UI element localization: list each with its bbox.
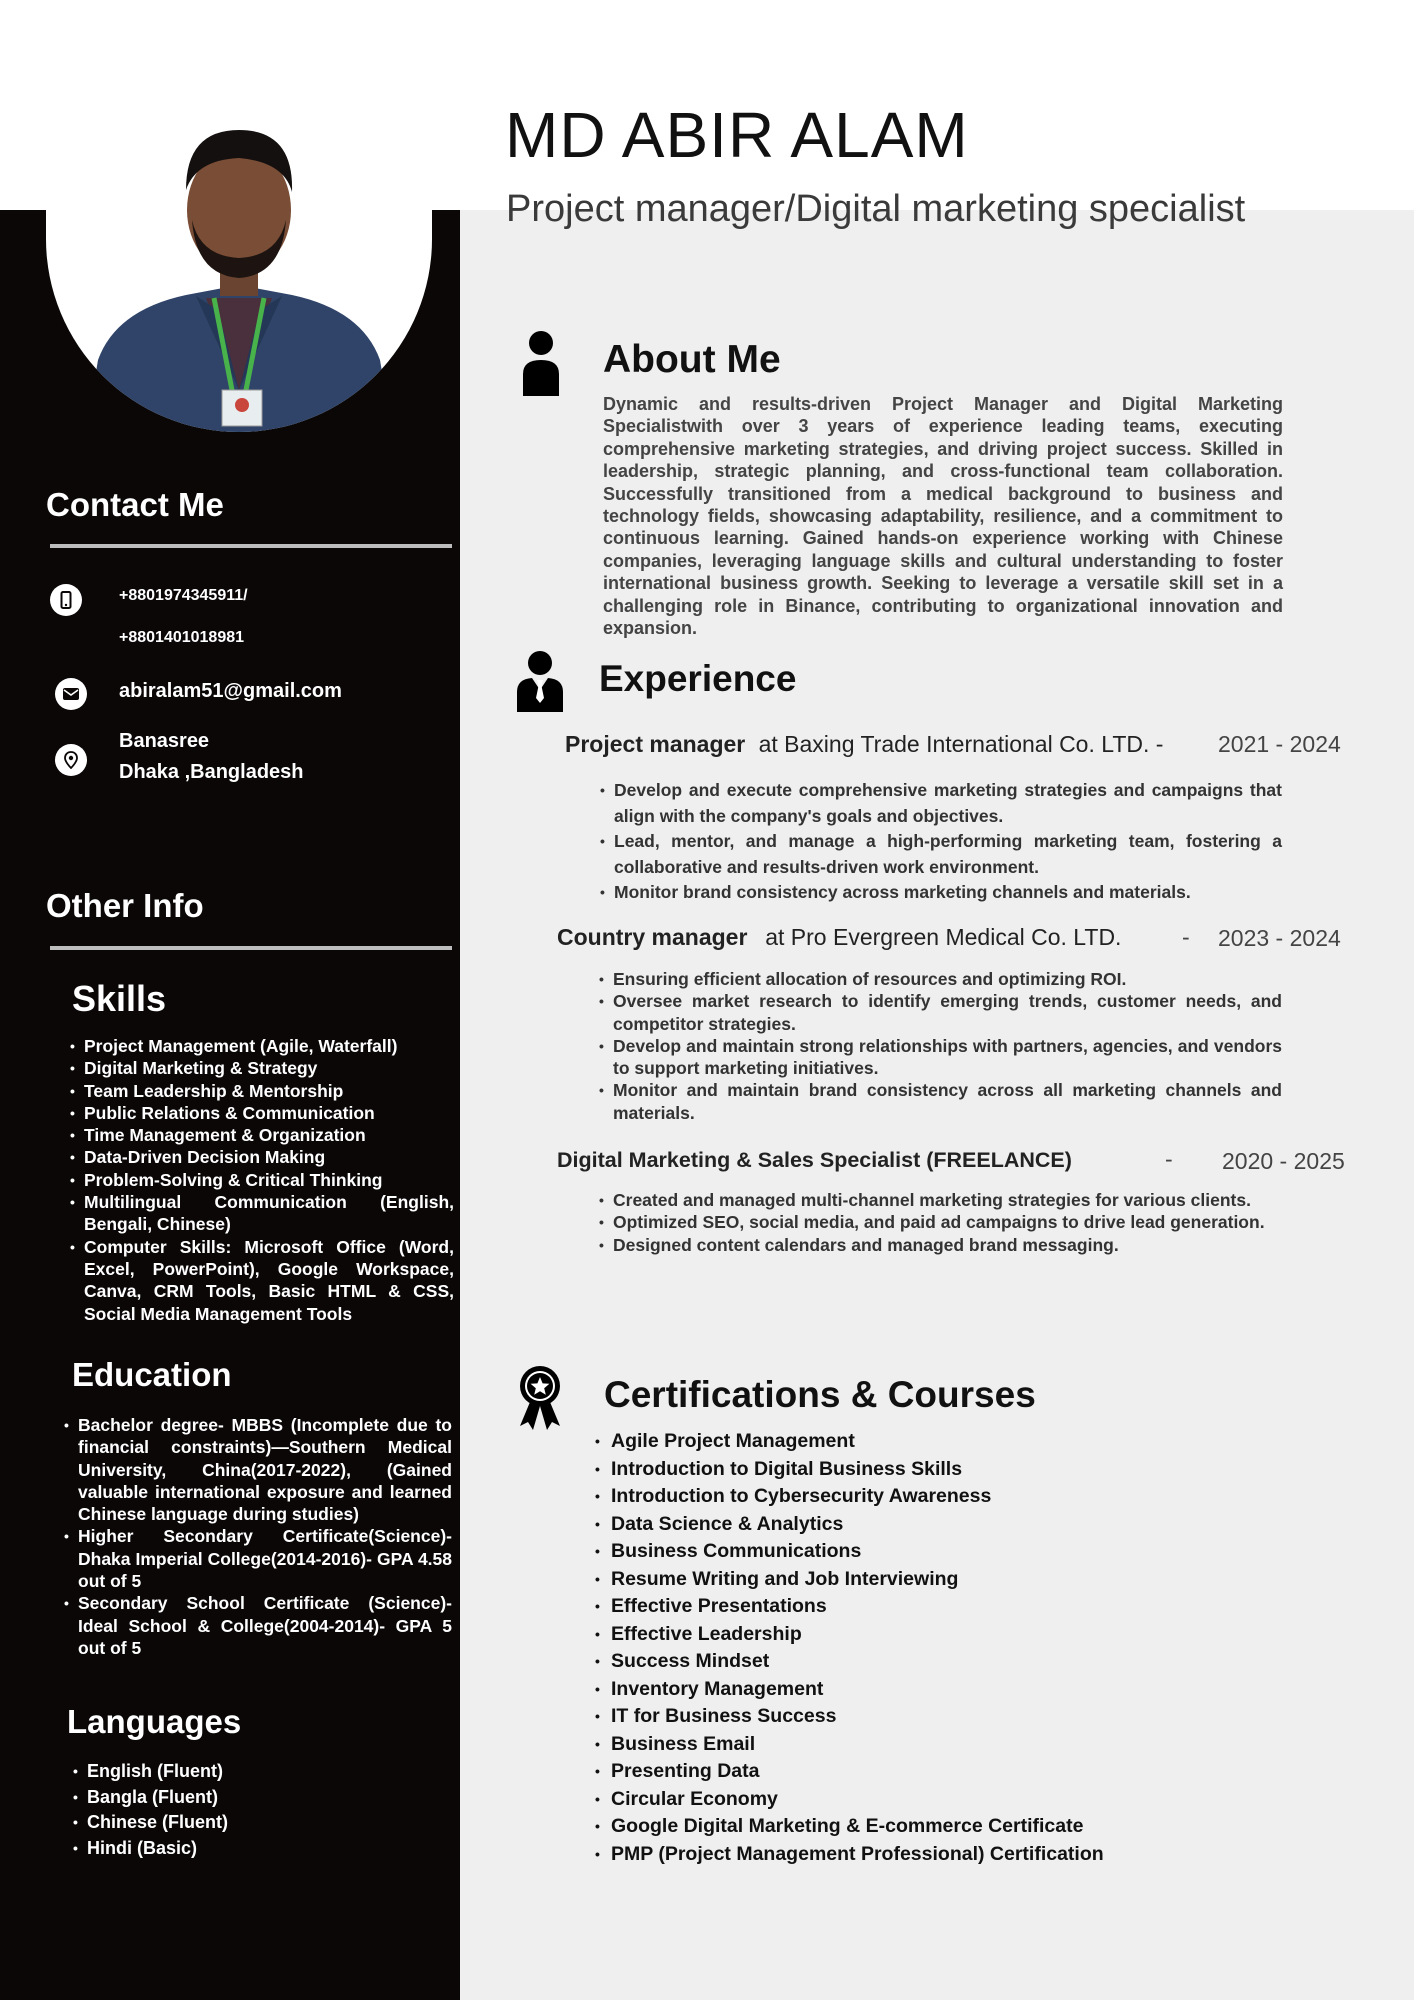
list-item: • Public Relations & Communication: [70, 1102, 454, 1124]
education-heading: Education: [72, 1356, 232, 1393]
list-item: • Google Digital Marketing & E-commerce Certificate: [595, 1813, 1104, 1841]
job-header: [557, 1148, 1072, 1173]
about-text: Dynamic and results-driven Project Manager and Digital Marketing Specialistwith over 3 years of experience leading teams, executing comprehensive marketing strategies, and driving project success. Skilled in leadership, strategic planning, and cross-functional team collaboration. Successfully transitioned from a medical background to business and technology fields, showcasing adaptability, resilience, and a commitment to continuous learning. Gained hands-on experience working with Chinese companies, leveraging language skills and cultural understanding to foster international business growth. Seeking to leverage a versatile skill set in a challenging role in Binance, contributing to organizational innovation and expansion.: [603, 394, 1283, 639]
list-item: • Multilingual Communication (English, Bengali, Chinese): [70, 1191, 454, 1236]
list-item: • Develop and execute comprehensive marketing strategies and campaigns that align with the company's goals and objectives.: [600, 778, 1282, 829]
list-item: • Resume Writing and Job Interviewing: [595, 1566, 1104, 1594]
person-icon: [521, 330, 561, 401]
list-item: • Success Mindset: [595, 1648, 1104, 1676]
job-title: Project manager: [565, 731, 746, 757]
list-item: • English (Fluent): [73, 1759, 373, 1785]
list-item: • Oversee market research to identify emerging trends, customer needs, and competitor strategies.: [599, 990, 1282, 1035]
list-item: • Computer Skills: Microsoft Office (Word, Excel, PowerPoint), Google Workspace, Canva, CRM Tools, Basic HTML & CSS, Social Media Management Tools: [70, 1236, 454, 1325]
other-info-heading: Other Info: [46, 887, 204, 924]
list-item: • Inventory Management: [595, 1676, 1104, 1704]
job-bullets: [599, 1189, 1282, 1256]
list-item: • Data Science & Analytics: [595, 1511, 1104, 1539]
job-dates: 2020 - 2025: [1222, 1148, 1345, 1174]
list-item: • Optimized SEO, social media, and paid ad campaigns to drive lead generation.: [599, 1211, 1282, 1233]
job-header: [565, 731, 1163, 758]
certifications-heading: Certifications & Courses: [604, 1374, 1036, 1415]
list-item: • Team Leadership & Mentorship: [70, 1080, 454, 1102]
businessman-icon: [516, 650, 564, 717]
job-bullets: [600, 778, 1282, 906]
list-item: • Monitor brand consistency across marketing channels and materials.: [600, 880, 1282, 906]
list-item: • Introduction to Digital Business Skills: [595, 1456, 1104, 1484]
contact-divider: [50, 544, 452, 548]
skills-heading: Skills: [72, 978, 167, 1019]
list-item: • Ensuring efficient allocation of resources and optimizing ROI.: [599, 968, 1282, 990]
list-item: • Presenting Data: [595, 1758, 1104, 1786]
list-item: • PMP (Project Management Professional) Certification: [595, 1841, 1104, 1869]
profile-photo: [46, 60, 432, 432]
list-item: • Higher Secondary Certificate(Science)- Dhaka Imperial College(2014-2016)- GPA 4.58 out of 5: [64, 1525, 452, 1592]
list-item: • Secondary School Certificate (Science)- Ideal School & College(2004-2014)- GPA 5 out of 5: [64, 1592, 452, 1659]
contact-heading: Contact Me: [46, 486, 224, 523]
email-address[interactable]: abiralam51@gmail.com: [119, 680, 342, 702]
job-separator: -: [1165, 1146, 1173, 1172]
list-item: • Business Communications: [595, 1538, 1104, 1566]
list-item: • Develop and maintain strong relationships with partners, agencies, and vendors to support marketing initiatives.: [599, 1035, 1282, 1080]
other-info-divider: [50, 946, 452, 950]
list-item: • Bachelor degree- MBBS (Incomplete due to financial constraints)—Southern Medical University, China(2017-2022), (Gained valuable international exposure and learned Chinese language during studies): [64, 1414, 452, 1525]
list-item: • Lead, mentor, and manage a high-performing marketing team, fostering a collaborative and results-driven work environment.: [600, 829, 1282, 880]
job-dates: 2021 - 2024: [1218, 731, 1341, 757]
languages-list: [73, 1759, 373, 1861]
list-item: • Monitor and maintain brand consistency across all marketing channels and materials.: [599, 1079, 1282, 1124]
about-heading: About Me: [603, 338, 781, 381]
list-item: • Effective Leadership: [595, 1621, 1104, 1649]
list-item: • Business Email: [595, 1731, 1104, 1759]
candidate-name: MD ABIR ALAM: [505, 99, 969, 171]
list-item: • Time Management & Organization: [70, 1124, 454, 1146]
skills-list: [70, 1035, 454, 1325]
candidate-role: Project manager/Digital marketing specialist: [506, 188, 1246, 230]
phone-icon: [50, 584, 82, 616]
job-dates: 2023 - 2024: [1218, 925, 1341, 951]
address-line-2: Dhaka ,Bangladesh: [119, 761, 304, 783]
job-company: at Baxing Trade International Co. LTD. -: [758, 731, 1164, 757]
list-item: • Chinese (Fluent): [73, 1810, 373, 1836]
languages-heading: Languages: [67, 1703, 242, 1740]
list-item: • Digital Marketing & Strategy: [70, 1057, 454, 1079]
email-icon: [55, 678, 87, 710]
phone-line-2[interactable]: +8801401018981: [119, 629, 245, 646]
job-title: Country manager: [557, 924, 748, 950]
list-item: • Introduction to Cybersecurity Awareness: [595, 1483, 1104, 1511]
education-list: [64, 1414, 452, 1659]
certifications-list: [595, 1428, 1104, 1868]
list-item: • Designed content calendars and managed brand messaging.: [599, 1234, 1282, 1256]
experience-heading: Experience: [599, 658, 797, 699]
list-item: • Circular Economy: [595, 1786, 1104, 1814]
job-separator: -: [1182, 924, 1190, 950]
job-title: Digital Marketing & Sales Specialist (FREELANCE): [557, 1148, 1072, 1172]
location-icon: [55, 744, 87, 776]
award-ribbon-icon: [516, 1364, 564, 1435]
phone-line-1[interactable]: +8801974345911/: [119, 587, 248, 604]
list-item: • Bangla (Fluent): [73, 1785, 373, 1811]
job-header: [557, 924, 1121, 951]
list-item: • Created and managed multi-channel marketing strategies for various clients.: [599, 1189, 1282, 1211]
list-item: • Hindi (Basic): [73, 1836, 373, 1862]
list-item: • IT for Business Success: [595, 1703, 1104, 1731]
list-item: • Problem-Solving & Critical Thinking: [70, 1169, 454, 1191]
job-company: at Pro Evergreen Medical Co. LTD.: [765, 924, 1122, 950]
job-bullets: [599, 968, 1282, 1124]
address-line-1: Banasree: [119, 730, 210, 752]
list-item: • Effective Presentations: [595, 1593, 1104, 1621]
list-item: • Project Management (Agile, Waterfall): [70, 1035, 454, 1057]
list-item: • Agile Project Management: [595, 1428, 1104, 1456]
list-item: • Data-Driven Decision Making: [70, 1146, 454, 1168]
